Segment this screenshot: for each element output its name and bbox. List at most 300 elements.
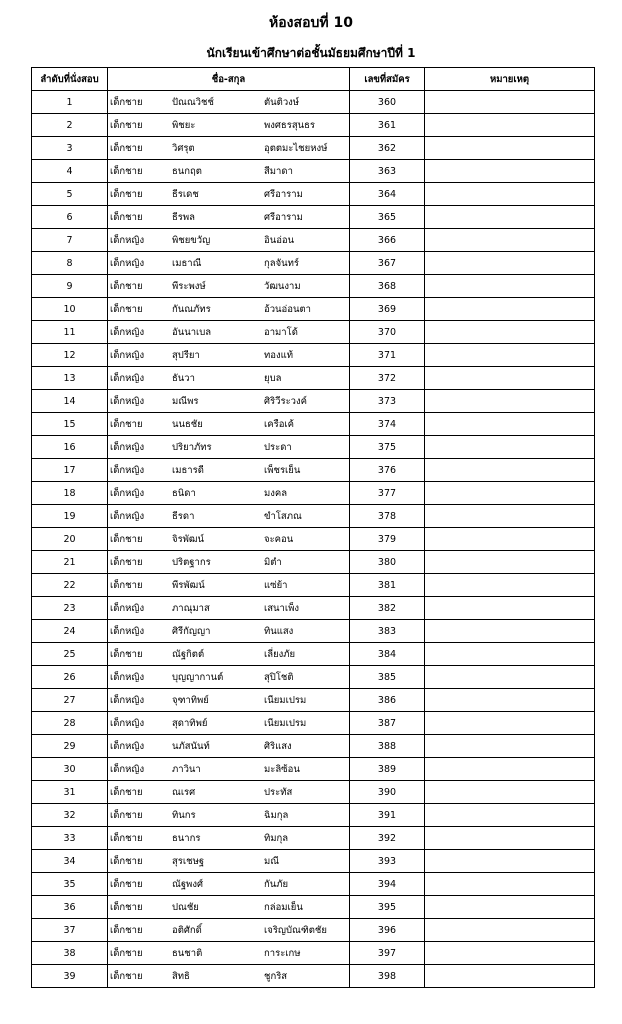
table-row [32,344,595,367]
table-row [32,965,595,988]
student-name-cell [108,137,350,160]
last-name: ขำโสภณ [264,510,302,522]
first-name: ธนิดา [172,487,196,499]
table-row [32,597,595,620]
application-number-cell: 365 [350,206,425,229]
student-name-cell [108,505,350,528]
application-number-cell: 361 [350,114,425,137]
student-name-cell [108,160,350,183]
name-prefix: เด็กหญิง [110,395,145,407]
application-number-cell: 391 [350,804,425,827]
last-name: ศรีอาราม [264,188,303,200]
seat-number-cell: 10 [32,298,108,321]
seat-number-cell: 25 [32,643,108,666]
last-name: ศิริแสง [264,740,292,752]
name-prefix: เด็กหญิง [110,349,145,361]
last-name: อินอ่อน [264,234,295,246]
student-name-cell [108,298,350,321]
name-prefix: เด็กชาย [110,947,143,959]
name-prefix: เด็กชาย [110,901,143,913]
application-number-cell: 373 [350,390,425,413]
note-cell [425,482,595,505]
table-row [32,505,595,528]
table-row [32,804,595,827]
last-name: เครือเค้ [264,418,295,430]
seat-number-cell: 28 [32,712,108,735]
last-name: จะคอน [264,533,294,545]
note-cell [425,965,595,988]
student-name-cell [108,91,350,114]
seat-number-cell: 20 [32,528,108,551]
table-row [32,298,595,321]
seat-number-cell: 9 [32,275,108,298]
first-name: ธีรพล [172,211,195,223]
name-prefix: เด็กชาย [110,648,143,660]
application-number-cell: 377 [350,482,425,505]
last-name: ทินแสง [264,625,294,637]
first-name: ทินกร [172,809,196,821]
first-name: กันณภัทร [172,303,211,315]
note-cell [425,781,595,804]
last-name: มิตำ [264,556,282,568]
note-cell [425,206,595,229]
seat-number-cell: 3 [32,137,108,160]
application-number-cell: 371 [350,344,425,367]
student-name-cell [108,643,350,666]
application-number-cell: 368 [350,275,425,298]
application-number-cell: 378 [350,505,425,528]
table-row [32,482,595,505]
name-prefix: เด็กชาย [110,188,143,200]
note-cell [425,298,595,321]
seat-number-cell: 38 [32,942,108,965]
first-name: ธันวา [172,372,195,384]
name-prefix: เด็กหญิง [110,372,145,384]
application-number-cell: 393 [350,850,425,873]
table-row [32,574,595,597]
note-cell [425,390,595,413]
student-name-cell [108,459,350,482]
student-name-cell [108,873,350,896]
name-prefix: เด็กหญิง [110,487,145,499]
application-number-cell: 390 [350,781,425,804]
last-name: เจริญบัณฑิตชัย [264,924,327,936]
last-name: ชูกริส [264,970,288,982]
seat-number-cell: 1 [32,91,108,114]
application-number-cell: 374 [350,413,425,436]
seat-number-cell: 18 [32,482,108,505]
table-row [32,206,595,229]
first-name: พิชยขวัญ [172,234,211,246]
seat-number-cell: 8 [32,252,108,275]
column-header-name: ชื่อ-สกุล [108,68,350,91]
first-name: ณัฐกิตต์ [172,648,205,660]
student-name-cell [108,942,350,965]
student-name-cell [108,436,350,459]
name-prefix: เด็กชาย [110,303,143,315]
last-name: ประทัส [264,786,293,798]
seat-number-cell: 30 [32,758,108,781]
application-number-cell: 360 [350,91,425,114]
name-prefix: เด็กหญิง [110,740,145,752]
note-cell [425,229,595,252]
student-name-cell [108,965,350,988]
first-name: เมธาณี [172,257,202,269]
note-cell [425,252,595,275]
last-name: ประดา [264,441,292,453]
seat-number-cell: 13 [32,367,108,390]
student-name-cell [108,758,350,781]
first-name: บุญญากานต์ [172,671,224,683]
student-name-cell [108,551,350,574]
application-number-cell: 383 [350,620,425,643]
application-number-cell: 366 [350,229,425,252]
table-row [32,873,595,896]
last-name: มะลิซ้อน [264,763,300,775]
last-name: วัฒนงาม [264,280,301,292]
seat-number-cell: 21 [32,551,108,574]
first-name: พิชยะ [172,119,196,131]
name-prefix: เด็กชาย [110,786,143,798]
name-prefix: เด็กชาย [110,165,143,177]
first-name: ปริตฐากร [172,556,211,568]
name-prefix: เด็กชาย [110,142,143,154]
application-number-cell: 392 [350,827,425,850]
note-cell [425,551,595,574]
name-prefix: เด็กชาย [110,809,143,821]
last-name: ศิริวีระวงค์ [264,395,308,407]
note-cell [425,91,595,114]
application-number-cell: 386 [350,689,425,712]
name-prefix: เด็กหญิง [110,625,145,637]
student-name-cell [108,804,350,827]
table-row [32,137,595,160]
note-cell [425,942,595,965]
first-name: พีรพัฒน์ [172,579,205,591]
student-name-cell [108,206,350,229]
note-cell [425,689,595,712]
table-row [32,689,595,712]
application-number-cell: 398 [350,965,425,988]
application-number-cell: 396 [350,919,425,942]
last-name: เนียมเปรม [264,694,307,706]
last-name: การะเกษ [264,947,301,959]
table-row [32,114,595,137]
last-name: กุลจันทร์ [264,257,299,269]
student-name-cell [108,252,350,275]
note-cell [425,758,595,781]
first-name: ธนชาติ [172,947,203,959]
application-number-cell: 382 [350,597,425,620]
table-body [32,91,595,988]
application-number-cell: 397 [350,942,425,965]
name-prefix: เด็กชาย [110,924,143,936]
name-prefix: เด็กหญิง [110,464,145,476]
student-name-cell [108,229,350,252]
student-name-cell [108,781,350,804]
application-number-cell: 369 [350,298,425,321]
note-cell [425,505,595,528]
name-prefix: เด็กชาย [110,832,143,844]
table-row [32,827,595,850]
first-name: ณัฐพงศ์ [172,878,203,890]
name-prefix: เด็กชาย [110,878,143,890]
note-cell [425,643,595,666]
note-cell [425,620,595,643]
note-cell [425,114,595,137]
last-name: มงคล [264,487,288,499]
application-number-cell: 395 [350,896,425,919]
last-name: พงศธรสุนธร [264,119,316,131]
seat-number-cell: 27 [32,689,108,712]
note-cell [425,574,595,597]
seat-number-cell: 2 [32,114,108,137]
application-number-cell: 372 [350,367,425,390]
name-prefix: เด็กหญิง [110,763,145,775]
table-header-row [32,68,595,91]
note-cell [425,160,595,183]
first-name: เมธารดี [172,464,204,476]
seat-number-cell: 37 [32,919,108,942]
last-name: ทองแท้ [264,349,293,361]
note-cell [425,344,595,367]
name-prefix: เด็กหญิง [110,257,145,269]
student-name-cell [108,390,350,413]
table-row [32,528,595,551]
first-name: นนธชัย [172,418,203,430]
first-name: ธีรดา [172,510,195,522]
seat-number-cell: 35 [32,873,108,896]
student-name-cell [108,528,350,551]
first-name: สุดาทิพย์ [172,717,208,729]
first-name: ธีรเดช [172,188,199,200]
first-name: ภาณุมาส [172,602,210,614]
seat-number-cell: 31 [32,781,108,804]
table-row [32,781,595,804]
seat-number-cell: 14 [32,390,108,413]
student-name-cell [108,413,350,436]
application-number-cell: 363 [350,160,425,183]
note-cell [425,436,595,459]
table-row [32,252,595,275]
first-name: มณีพร [172,395,199,407]
table-row [32,275,595,298]
student-name-cell [108,114,350,137]
last-name: อ้วนอ่อนตา [264,303,311,315]
exam-seating-table [31,67,595,988]
note-cell [425,804,595,827]
name-prefix: เด็กหญิง [110,717,145,729]
first-name: อติศักดิ์ [172,924,202,936]
note-cell [425,528,595,551]
last-name: ศรีอาราม [264,211,303,223]
student-name-cell [108,275,350,298]
note-cell [425,183,595,206]
note-cell [425,459,595,482]
first-name: วิศรุต [172,142,195,154]
application-number-cell: 379 [350,528,425,551]
first-name: ปริยาภัทร [172,441,212,453]
last-name: เนียมเปรม [264,717,307,729]
seat-number-cell: 11 [32,321,108,344]
table-row [32,321,595,344]
table-row [32,758,595,781]
name-prefix: เด็กชาย [110,556,143,568]
application-number-cell: 385 [350,666,425,689]
seat-number-cell: 12 [32,344,108,367]
last-name: อามาโด้ [264,326,298,338]
last-name: สีมาดา [264,165,293,177]
student-name-cell [108,919,350,942]
page-title: ห้องสอบที่ 10 [269,15,353,31]
seat-number-cell: 22 [32,574,108,597]
name-prefix: เด็กหญิง [110,326,145,338]
note-cell [425,321,595,344]
name-prefix: เด็กชาย [110,96,143,108]
student-name-cell [108,827,350,850]
note-cell [425,712,595,735]
student-name-cell [108,666,350,689]
first-name: สิทธิ [172,970,190,982]
note-cell [425,666,595,689]
first-name: สุรเชษฐ [172,855,205,867]
application-number-cell: 387 [350,712,425,735]
column-header-seat: ลำดับที่นั่งสอบ [32,68,108,91]
table-row [32,896,595,919]
name-prefix: เด็กหญิง [110,441,145,453]
name-prefix: เด็กหญิง [110,671,145,683]
application-number-cell: 364 [350,183,425,206]
application-number-cell: 381 [350,574,425,597]
first-name: นภัสนันท์ [172,740,210,752]
seat-number-cell: 24 [32,620,108,643]
table-row [32,436,595,459]
note-cell [425,850,595,873]
name-prefix: เด็กชาย [110,533,143,545]
last-name: เสนาเพ็ง [264,602,300,614]
name-prefix: เด็กหญิง [110,234,145,246]
seat-number-cell: 19 [32,505,108,528]
name-prefix: เด็กชาย [110,280,143,292]
last-name: เพ็ชรเย็น [264,464,301,476]
first-name: ปัณณวิชช์ [172,96,214,108]
column-header-note: หมายเหตุ [425,68,595,91]
name-prefix: เด็กชาย [110,579,143,591]
first-name: ธนากร [172,832,201,844]
application-number-cell: 388 [350,735,425,758]
note-cell [425,873,595,896]
first-name: ปณชัย [172,901,199,913]
last-name: กล่อมเย็น [264,901,303,913]
table-row [32,551,595,574]
last-name: กันภัย [264,878,289,890]
seat-number-cell: 34 [32,850,108,873]
seat-number-cell: 6 [32,206,108,229]
table-row [32,413,595,436]
note-cell [425,137,595,160]
table-row [32,160,595,183]
column-header-application-no: เลขที่สมัคร [350,68,425,91]
seat-number-cell: 7 [32,229,108,252]
page-subtitle: นักเรียนเข้าศึกษาต่อชั้นมัธยมศึกษาปีที่ 1 [206,46,416,60]
table-row [32,850,595,873]
application-number-cell: 384 [350,643,425,666]
seat-number-cell: 33 [32,827,108,850]
table-row [32,620,595,643]
note-cell [425,896,595,919]
table-row [32,91,595,114]
student-name-cell [108,850,350,873]
note-cell [425,367,595,390]
student-name-cell [108,620,350,643]
student-name-cell [108,482,350,505]
application-number-cell: 376 [350,459,425,482]
name-prefix: เด็กหญิง [110,602,145,614]
application-number-cell: 380 [350,551,425,574]
student-name-cell [108,735,350,758]
table-row [32,390,595,413]
table-row [32,367,595,390]
table-row [32,735,595,758]
first-name: จุฑาทิพย์ [172,694,209,706]
student-name-cell [108,597,350,620]
student-name-cell [108,321,350,344]
seat-number-cell: 29 [32,735,108,758]
table-row [32,229,595,252]
seat-number-cell: 4 [32,160,108,183]
application-number-cell: 375 [350,436,425,459]
student-name-cell [108,712,350,735]
table-row [32,942,595,965]
last-name: ตันติวงษ์ [264,96,300,108]
last-name: ทิมกุล [264,832,289,844]
student-name-cell [108,896,350,919]
seat-number-cell: 36 [32,896,108,919]
seat-number-cell: 26 [32,666,108,689]
table-row [32,712,595,735]
last-name: มณี [264,855,280,867]
name-prefix: เด็กชาย [110,119,143,131]
first-name: สุปรียา [172,349,200,361]
first-name: ภาวินา [172,763,201,775]
application-number-cell: 362 [350,137,425,160]
application-number-cell: 394 [350,873,425,896]
last-name: ยุบล [264,372,282,384]
last-name: เลี่ยงภัย [264,648,296,660]
first-name: จิรพัฒน์ [172,533,205,545]
first-name: ศิรีกัญญา [172,625,211,637]
student-name-cell [108,344,350,367]
student-name-cell [108,574,350,597]
student-name-cell [108,689,350,712]
name-prefix: เด็กชาย [110,211,143,223]
table-row [32,643,595,666]
table-row [32,459,595,482]
table-row [32,183,595,206]
application-number-cell: 389 [350,758,425,781]
student-name-cell [108,183,350,206]
note-cell [425,827,595,850]
seat-number-cell: 39 [32,965,108,988]
student-name-cell [108,367,350,390]
note-cell [425,413,595,436]
last-name: แซ่ย้า [264,579,288,591]
note-cell [425,275,595,298]
first-name: ณเรศ [172,786,196,798]
name-prefix: เด็กหญิง [110,510,145,522]
first-name: อันนาเบล [172,326,212,338]
note-cell [425,919,595,942]
